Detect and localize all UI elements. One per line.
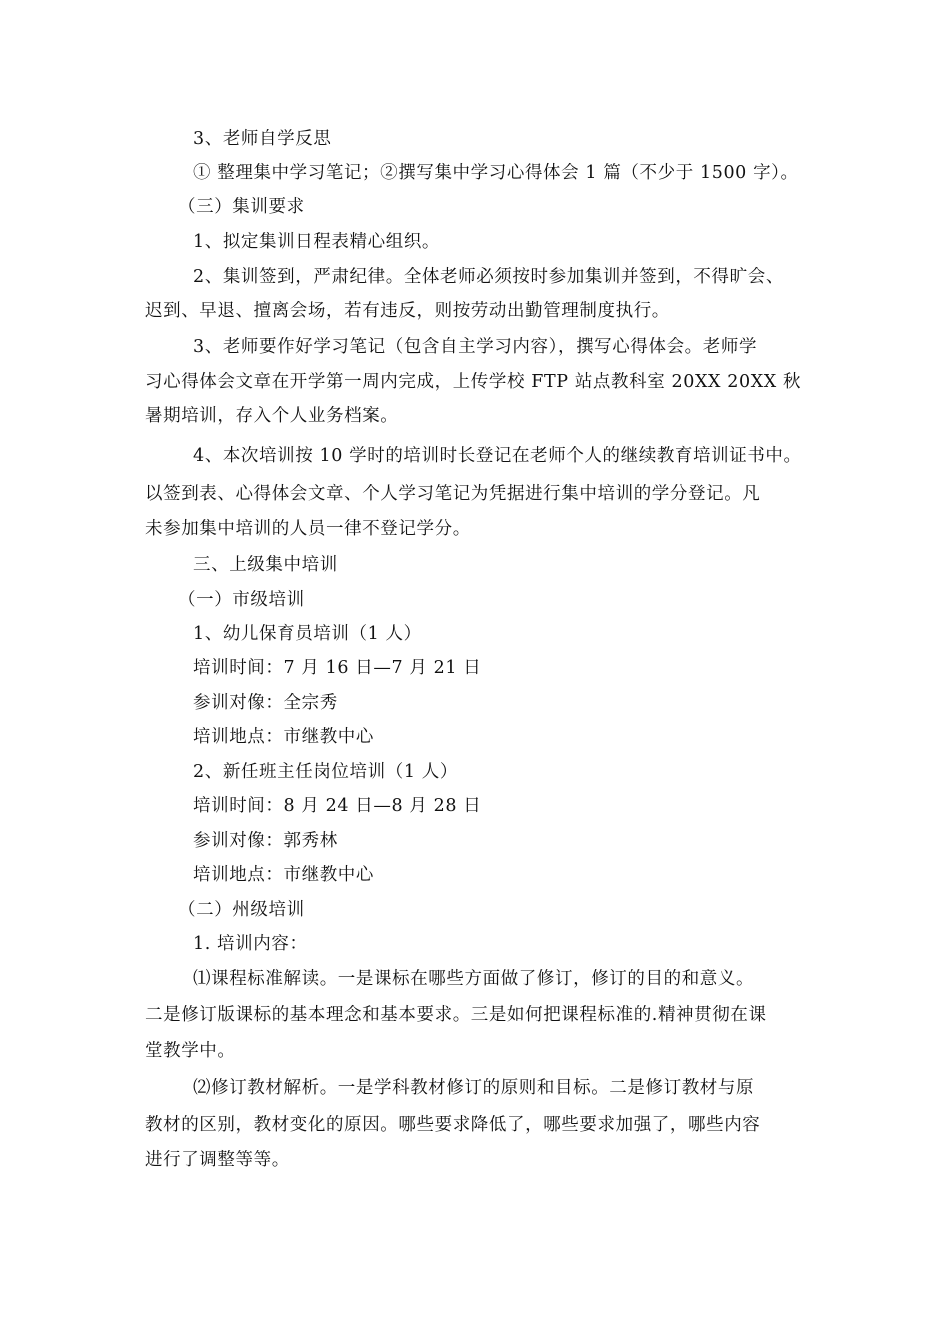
text-line: 2、新任班主任岗位培训（1 人） [193,762,458,782]
section-heading: （二）州级培训 [178,900,305,920]
text-line: 未参加集中培训的人员一律不登记学分。 [145,519,471,539]
text-line: ① 整理集中学习笔记；②撰写集中学习心得体会 1 篇（不少于 1500 字）。 [193,163,799,183]
text-line: 教材的区别，教材变化的原因。哪些要求降低了，哪些要求加强了，哪些内容 [145,1115,761,1135]
text-line: 培训地点：市继教中心 [193,727,374,747]
text-line: 进行了调整等等。 [145,1150,290,1170]
text-line: 1、幼儿保育员培训（1 人） [193,624,422,644]
text-line: ⑵修订教材解析。一是学科教材修订的原则和目标。二是修订教材与原 [193,1078,755,1098]
text-line: 1. 培训内容： [193,934,308,954]
text-line: 培训时间：7 月 16 日—7 月 21 日 [193,658,482,678]
text-line: 以签到表、心得体会文章、个人学习笔记为凭据进行集中培训的学分登记。凡 [145,484,761,504]
text-line: ⑴课程标准解读。一是课标在哪些方面做了修订，修订的目的和意义。 [193,969,755,989]
text-line: 暑期培训，存入个人业务档案。 [145,406,399,426]
text-line: 培训时间：8 月 24 日—8 月 28 日 [193,796,482,816]
text-line: 4、本次培训按 10 学时的培训时长登记在老师个人的继续教育培训证书中。 [193,446,802,466]
text-line: 参训对像：郭秀林 [193,831,338,851]
text-line: 迟到、早退、擅离会场，若有违反，则按劳动出勤管理制度执行。 [145,301,670,321]
text-line: 二是修订版课标的基本理念和基本要求。三是如何把课程标准的.精神贯彻在课 [145,1005,767,1025]
text-line: 堂教学中。 [145,1041,236,1061]
section-heading: 三、上级集中培训 [193,555,338,575]
text-line: 参训对像：全宗秀 [193,693,338,713]
text-line: 1、拟定集训日程表精心组织。 [193,232,441,252]
section-heading: （一）市级培训 [178,590,305,610]
text-line: 习心得体会文章在开学第一周内完成，上传学校 FTP 站点教科室 20XX 20XX 秋 [145,372,802,392]
section-heading: （三）集训要求 [178,197,305,217]
text-line: 培训地点：市继教中心 [193,865,374,885]
text-line: 3、老师要作好学习笔记（包含自主学习内容），撰写心得体会。老师学 [193,337,758,357]
text-line: 2、集训签到，严肃纪律。全体老师必须按时参加集训并签到，不得旷会、 [193,267,784,287]
text-line: 3、老师自学反思 [193,129,332,149]
